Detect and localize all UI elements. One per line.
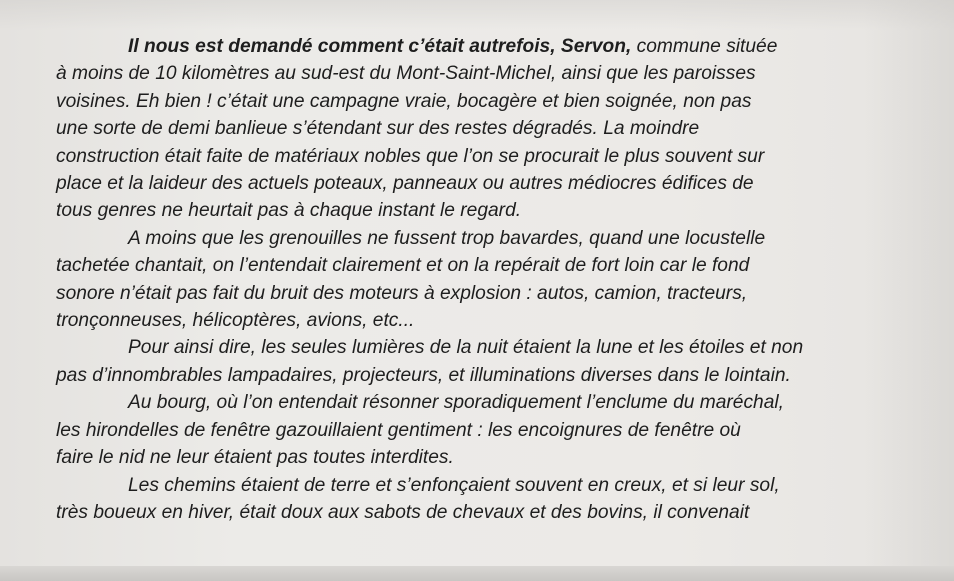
text-line: place et la laideur des actuels poteaux, panneaux ou autres médiocres édifices de (56, 173, 754, 195)
text-line (56, 33, 924, 60)
text-line: Les chemins étaient de terre et s’enfonçaient souvent en creux, et si leur sol, (128, 474, 780, 496)
text-line: Au bourg, où l’on entendait résonner sporadiquement l’enclume du maréchal, (128, 392, 784, 414)
text-line: tronçonneuses, hélicoptères, avions, etc... (56, 310, 415, 332)
text-line: faire le nid ne leur étaient pas toutes interdites. (56, 447, 454, 469)
text-line: les hirondelles de fenêtre gazouillaient gentiment : les encoignures de fenêtre où (56, 419, 741, 441)
body-text (56, 33, 924, 526)
page-bottom-edge (0, 566, 954, 581)
text-line: une sorte de demi banlieue s’étendant sur des restes dégradés. La moindre (56, 118, 700, 140)
text-line: voisines. Eh bien ! c’était une campagne vraie, bocagère et bien soignée, non pas (56, 90, 752, 112)
text-line: construction était faite de matériaux nobles que l’on se procurait le plus souvent sur (56, 145, 765, 167)
text-line: pas d’innombrables lampadaires, projecteurs, et illuminations diverses dans le lointain. (56, 364, 791, 386)
page-top-shadow (0, 0, 954, 30)
bold-lead: Il nous est demandé comment c’était autrefois, Servon, (128, 36, 632, 57)
text-line: très boueux en hiver, était doux aux sabots de chevaux et des bovins, il convenait (56, 501, 750, 523)
line-rest: commune située (631, 36, 778, 57)
text-line: tachetée chantait, on l’entendait clairement et on la repérait de fort loin car le fond (56, 255, 750, 277)
text-line: à moins de 10 kilomètres au sud-est du Mont-Saint-Michel, ainsi que les paroisses (56, 63, 756, 85)
text-line: A moins que les grenouilles ne fussent trop bavardes, quand une locustelle (128, 227, 766, 249)
text-line: tous genres ne heurtait pas à chaque instant le regard. (56, 200, 522, 222)
text-line: sonore n’était pas fait du bruit des moteurs à explosion : autos, camion, tracteurs, (56, 282, 748, 304)
text-line: Pour ainsi dire, les seules lumières de la nuit étaient la lune et les étoiles et non (128, 337, 804, 359)
